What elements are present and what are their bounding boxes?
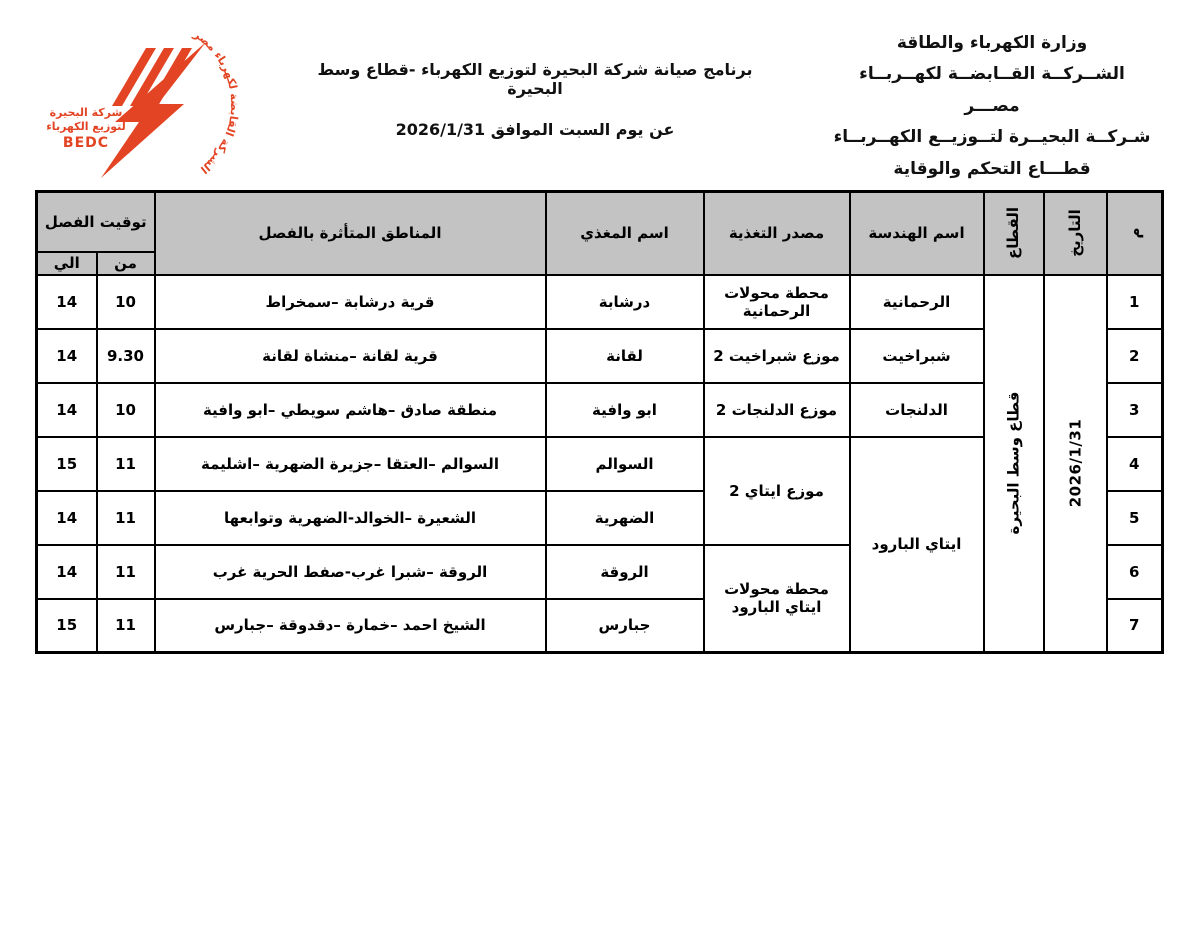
to-time-cell: 14 bbox=[36, 383, 96, 437]
sector-merged-cell: قطاع وسط البحيرة bbox=[984, 275, 1044, 653]
col-header-to: الي bbox=[36, 252, 96, 275]
col-header-feeder: اسم المغذي bbox=[546, 192, 704, 275]
engineering-cell: شبراخيت bbox=[850, 329, 984, 383]
areas-cell: قرية لقانة –منشاة لقانة bbox=[155, 329, 546, 383]
lightning-bolt-logo-icon bbox=[46, 20, 261, 180]
logo-abbr: BEDC bbox=[62, 135, 110, 151]
to-time-cell: 14 bbox=[36, 545, 96, 599]
holding-company-line: الشــركــة القــابضــة لكهــربــاء مصـــر bbox=[859, 64, 1125, 116]
feed-source-cell: موزع الدلنجات 2 bbox=[704, 383, 850, 437]
feeder-cell: السوالم bbox=[546, 437, 704, 491]
ministry-line: وزارة الكهرباء والطاقة bbox=[896, 33, 1088, 53]
col-header-from: من bbox=[97, 252, 155, 275]
col-header-serial: م bbox=[1107, 192, 1163, 275]
col-header-timing: توقيت الفصل bbox=[36, 192, 154, 252]
engineering-merged-cell: ايتاي البارود bbox=[850, 437, 984, 653]
from-time-cell: 9.30 bbox=[97, 329, 155, 383]
col-header-areas: المناطق المتأثرة بالفصل bbox=[155, 192, 546, 275]
engineering-cell: الدلنجات bbox=[850, 383, 984, 437]
serial-cell: 4 bbox=[1107, 437, 1163, 491]
page-title: برنامج صيانة شركة البحيرة لتوزيع الكهرباء -قطاع وسط البحيرة bbox=[317, 60, 753, 98]
col-header-feed-source: مصدر التغذية bbox=[704, 192, 850, 275]
to-time-cell: 15 bbox=[36, 437, 96, 491]
table-row bbox=[36, 275, 1162, 329]
to-time-cell: 14 bbox=[36, 329, 96, 383]
to-time-cell: 14 bbox=[36, 491, 96, 545]
logo-arc-text: الشركة القابضة لكهرباء مصر bbox=[191, 27, 242, 177]
date-merged-cell: 2026/1/31 bbox=[1044, 275, 1107, 653]
col-header-sector: القطاع bbox=[984, 192, 1044, 275]
feeder-cell: الضهرية bbox=[546, 491, 704, 545]
areas-cell: الروقة –شبرا غرب-صفط الحرية غرب bbox=[155, 545, 546, 599]
areas-cell: السوالم –العتقا –جزيرة الضهرية –اشليمة bbox=[155, 437, 546, 491]
serial-cell: 5 bbox=[1107, 491, 1163, 545]
from-time-cell: 11 bbox=[97, 437, 155, 491]
ministry-header-block bbox=[832, 28, 1152, 185]
from-time-cell: 11 bbox=[97, 599, 155, 653]
feeder-cell: ابو وافية bbox=[546, 383, 704, 437]
col-header-date: التاريخ bbox=[1044, 192, 1107, 275]
areas-cell: منطقة صادق –هاشم سويطي –ابو وافية bbox=[155, 383, 546, 437]
distribution-company-line: شـركــة البحيــرة لتــوزيــع الكهــربــاء bbox=[833, 127, 1151, 148]
feeder-cell: درشابة bbox=[546, 275, 704, 329]
feed-source-cell: موزع شبراخيت 2 bbox=[704, 329, 850, 383]
from-time-cell: 11 bbox=[97, 545, 155, 599]
engineering-cell: الرحمانية bbox=[850, 275, 984, 329]
company-logo bbox=[46, 20, 261, 180]
to-time-cell: 14 bbox=[36, 275, 96, 329]
control-sector-line: قطـــاع التحكم والوقاية bbox=[893, 158, 1091, 179]
feeder-cell: الروقة bbox=[546, 545, 704, 599]
serial-cell: 2 bbox=[1107, 329, 1163, 383]
feed-source-cell: محطة محولات الرحمانية bbox=[704, 275, 850, 329]
areas-cell: الشعيرة –الخوالد-الضهرية وتوابعها bbox=[155, 491, 546, 545]
areas-cell: الشيخ احمد –خمارة –دقدوقة –جبارس bbox=[155, 599, 546, 653]
serial-cell: 3 bbox=[1107, 383, 1163, 437]
feeder-cell: لقانة bbox=[546, 329, 704, 383]
areas-cell: قرية درشابة –سمخراط bbox=[155, 275, 546, 329]
to-time-cell: 15 bbox=[36, 599, 96, 653]
document-title-block bbox=[300, 60, 770, 139]
from-time-cell: 11 bbox=[97, 491, 155, 545]
feed-source-merged-cell: موزع ايتاي 2 bbox=[704, 437, 850, 545]
serial-cell: 1 bbox=[1107, 275, 1163, 329]
feeder-cell: جبارس bbox=[546, 599, 704, 653]
from-time-cell: 10 bbox=[97, 383, 155, 437]
logo-company-line1: شركة البحيرة bbox=[49, 106, 123, 119]
page-subtitle-date: عن يوم السبت الموافق 2026/1/31 bbox=[395, 120, 675, 139]
feed-source-merged-cell: محطة محولات ايتاي البارود bbox=[704, 545, 850, 653]
from-time-cell: 10 bbox=[97, 275, 155, 329]
maintenance-schedule-table bbox=[35, 190, 1164, 654]
serial-cell: 6 bbox=[1107, 545, 1163, 599]
logo-company-line2: لتوزيع الكهرباء bbox=[46, 120, 126, 133]
col-header-engineering: اسم الهندسة bbox=[850, 192, 984, 275]
serial-cell: 7 bbox=[1107, 599, 1163, 653]
